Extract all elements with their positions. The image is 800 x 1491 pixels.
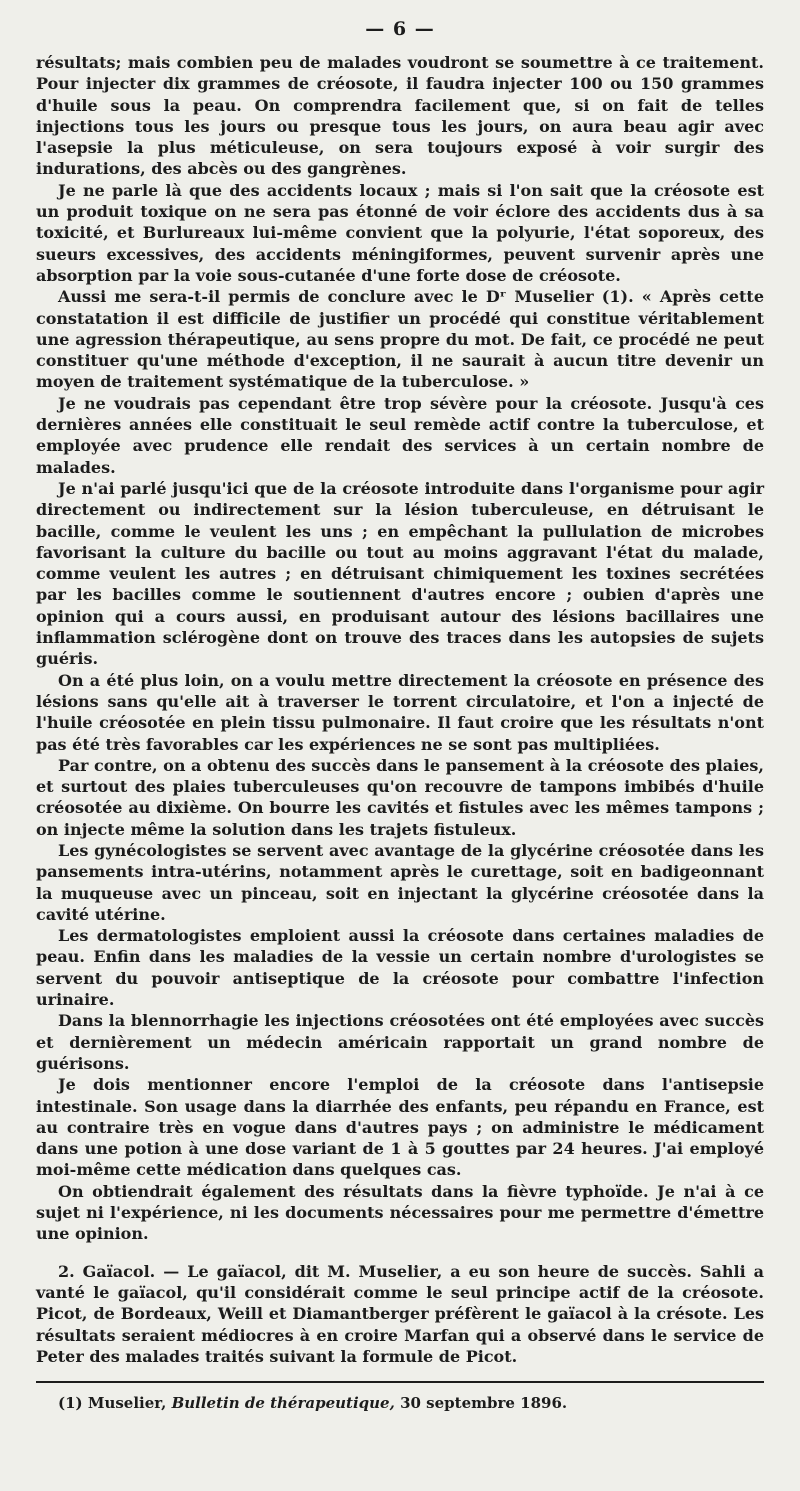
paragraph: résultats; mais combien peu de malades voudront se soumettre à ce traitement. Pour injecter dix grammes de créosote, il faudra injecter 100 ou 150 grammes d'huile sous la peau. On comprendra facilement que, si on fait de telles injections tous les jours ou presque tous les jours, on aura beau agir avec l'asepsie la plus méticuleuse, on sera toujours exposé à voir surgir des indurations, des abcès ou des gangrènes. <box>36 53 764 179</box>
paragraph: Les dermatologistes emploient aussi la créosote dans certaines maladies de peau. Enfin dans les maladies de la vessie un certain nombre d'urologistes se servent du pouvoir antiseptique de la créosote pour combattre l'infection urinaire. <box>36 926 764 1010</box>
footnote <box>36 1393 764 1413</box>
footnote-journal: Bulletin de thérapeutique, <box>171 1394 395 1413</box>
paragraph: Je ne voudrais pas cependant être trop sévère pour la créosote. Jusqu'à ces dernières années elle constituait le seul remède actif contre la tuberculose, et employée avec prudence elle rendait des services à un certain nombre de malades. <box>36 393 764 477</box>
body-text <box>36 52 764 1367</box>
paragraph: Aussi me sera-t-il permis de conclure avec le Dʳ Muselier (1). « Après cette constatation il est difficile de justifier un procédé qui constitue véritablement une agression thérapeutique, au sens propre du mot. De fait, ce procédé ne peut constituer qu'une méthode d'exception, il ne saurait à aucun titre devenir un moyen de traitement systématique de la tuberculose. » <box>36 287 764 392</box>
section-text: Le gaïacol, dit M. Muselier, a eu son heure de succès. Sahli a vanté le gaïacol, qu'il considérait comme le seul principe actif de la créosote. Picot, de Bordeaux, Weill et Diamantberger préfèrent le gaïacol à la crésote. Les résultats seraient médiocres à en croire Marfan qui a observé dans le service de Peter des malades traités suivant la formule de Picot. <box>36 1261 764 1366</box>
paragraph: Dans la blennorrhagie les injections créosotées ont été employées avec succès et dernièrement un médecin américain rapportait un grand nombre de guérisons. <box>36 1011 764 1073</box>
footnote-marker: (1) Muselier, <box>58 1394 167 1413</box>
paragraph: Par contre, on a obtenu des succès dans le pansement à la créosote des plaies, et surtout des plaies tuberculeuses qu'on recouvre de tampons imbibés d'huile créosotée au dixième. On bourre les cavités et fistules avec les mêmes tampons ; on injecte même la solution dans les trajets fistuleux. <box>36 755 764 839</box>
paragraph: On obtiendrait également des résultats dans la fièvre typhoïde. Je n'ai à ce sujet ni l'expérience, ni les documents nécessaires pour me permettre d'émettre une opinion. <box>36 1181 764 1244</box>
paragraph: On a été plus loin, on a voulu mettre directement la créosote en présence des lésions sans qu'elle ait à traverser le torrent circulatoire, et l'on a injecté de l'huile créosotée en plein tissu pulmonaire. Il faut croire que les résultats n'ont pas été très favorables car les expériences ne se sont pas multipliées. <box>36 670 764 754</box>
section-spacer <box>36 1245 764 1261</box>
page-number: — 6 — <box>365 18 435 40</box>
footnote-date: 30 septembre 1896. <box>400 1394 568 1413</box>
paragraph: Je ne parle là que des accidents locaux ; mais si l'on sait que la créosote est un produit toxique on ne sera pas étonné de voir éclore des accidents dus à sa toxicité, et Burlureaux lui-même convient que la polyurie, l'état soporeux, des sueurs excessives, des accidents méningiformes, peuvent survenir après une absorption par la voie sous-cutanée d'une forte dose de créosote. <box>36 180 764 285</box>
section-paragraph <box>36 1261 764 1367</box>
paragraph: Je n'ai parlé jusqu'ici que de la créosote introduite dans l'organisme pour agir directement ou indirectement sur la lésion tuberculeuse, en détruisant le bacille, comme le veulent les uns ; en empêchant la pullulation de microbes favorisant la culture du bacille ou tout au moins aggravant l'état du malade, comme veulent les autres ; en détruisant chimiquement les toxines secrétées par les bacilles comme le soutiennent d'autres encore ; oubien d'après une opinion qui a cours aussi, en produisant autour des lésions bacillaires une inflammation sclérogène dont on trouve des traces dans les autopsies de sujets guéris. <box>36 478 764 669</box>
footnote-divider <box>36 1381 764 1383</box>
paragraph: Les gynécologistes se servent avec avantage de la glycérine créosotée dans les pansements intra-utérins, notamment après le curettage, soit en badigeonnant la muqueuse avec un pinceau, soit en injectant la glycérine créosotée dans la cavité utérine. <box>36 840 764 924</box>
section-title: 2. Gaïacol. — <box>58 1261 180 1281</box>
paragraph: Je dois mentionner encore l'emploi de la créosote dans l'antisepsie intestinale. Son usage dans la diarrhée des enfants, peu répandu en France, est au contraire très en vogue dans d'autres pays ; on administre le médicament dans une potion à une dose variant de 1 à 5 gouttes par 24 heures. J'ai employé moi-même cette médication dans quelques cas. <box>36 1075 764 1180</box>
